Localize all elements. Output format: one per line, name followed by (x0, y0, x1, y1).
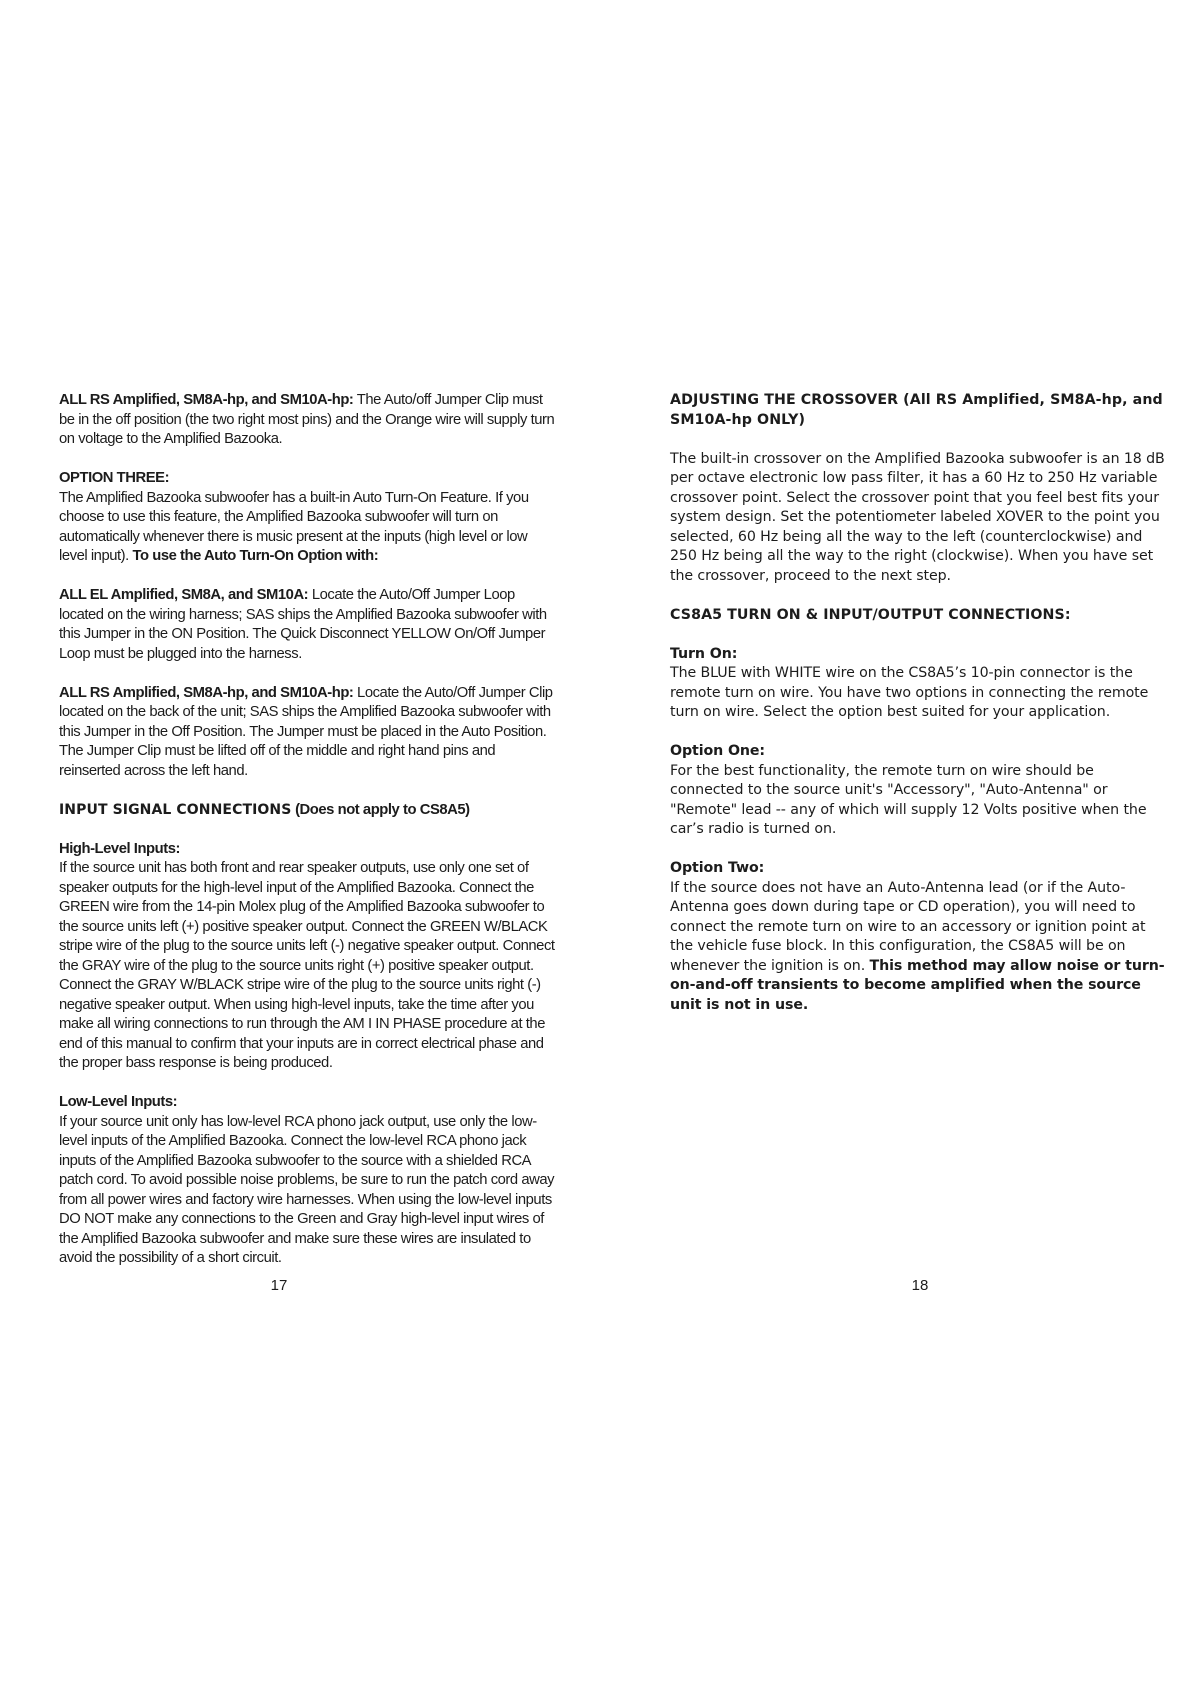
cs8a5-heading: CS8A5 TURN ON & INPUT/OUTPUT CONNECTIONS: (670, 606, 1071, 623)
low-level-heading: Low-Level Inputs: (59, 1094, 178, 1110)
turn-on-text: The BLUE with WHITE wire on the CS8A5’s 10-pin connector is the remote turn on wire. You have two options in connecting the remote turn on wire. Select the option best suited for your application. (670, 665, 1149, 720)
rs-auto-off-paragraph (59, 391, 559, 450)
option-one-text: For the best functionality, the remote turn on wire should be connected to the source unit's "Accessory", "Auto-Antenna" or "Remote" lead -- any of which will supply 12 Volts positive when the car’s radio is turned on. (670, 762, 1147, 837)
high-level-heading: High-Level Inputs: (59, 840, 180, 857)
option-two-bold-tail: This method may allow noise or turn-on-and-off transients to become amplified when the source unit is not in use. (670, 957, 1165, 1013)
input-signal-heading-line (59, 801, 559, 821)
high-level-text: If the source unit has both front and rear speaker outputs, use only one set of speaker outputs for the high-level input of the Amplified Bazooka. Connect the GREEN wire from the 14-pin Molex plug of the Amplified Bazooka subwoofer to the source units left (+) positive speaker output. Connect the GREEN W/BLACK stripe wire of the plug to the source units left (-) negative speaker output. Connect the GRAY wire of the plug to the source units right (+) positive speaker output. Connect the GRAY W/BLACK stripe wire of the plug to the source units right (-) negative speaker output. When using high-level inputs, take the time after you make all wiring connections to run through the AM I IN PHASE procedure at the end of this manual to confirm that your inputs are in correct electrical phase and the proper bass response is being produced. (59, 860, 555, 1071)
page-number-18: 18 (911, 1277, 929, 1294)
option-two-paragraph (670, 879, 1170, 1016)
option-two-text: If the source does not have an Auto-Antenna lead (or if the Auto-Antenna goes down during tape or CD operation), you will need to connect the remote turn on wire to an accessory or ignition point at the vehicle fuse block. In this configuration, the CS8A5 will be on whenever the ignition is on. (670, 879, 1146, 974)
crossover-text: The built-in crossover on the Amplified Bazooka subwoofer is an 18 dB per octave electronic low pass filter, it has a 60 Hz to 250 Hz variable crossover point. Select the crossover point that you feel best fits your system design. Set the potentiometer labeled XOVER to the point you selected, 60 Hz being all the way to the left (counterclockwise) and 250 Hz being all the way to the right (clockwise). When you have set the crossover, proceed to the next step. (670, 450, 1165, 584)
el-jumper-paragraph (59, 586, 559, 664)
input-signal-note: (Does not apply to CS8A5) (291, 801, 470, 818)
option-two-section (670, 859, 1170, 1015)
crossover-section (670, 391, 1170, 586)
right-column (670, 391, 1170, 1015)
right-page (670, 0, 1170, 1684)
option-three-text: The Amplified Bazooka subwoofer has a built-in Auto Turn-On Feature. If you choose to use this feature, the Amplified Bazooka subwoofer will turn on automatically whenever there is music present at the inputs (high level or low level input). (59, 489, 529, 564)
page-number-17: 17 (270, 1277, 288, 1294)
rs-auto-off-lead: ALL RS Amplified, SM8A-hp, and SM10A-hp: (59, 392, 354, 408)
turn-on-section (670, 645, 1170, 723)
crossover-heading: ADJUSTING THE CROSSOVER (All RS Amplified, SM8A-hp, and SM10A-hp ONLY) (670, 392, 1163, 428)
el-jumper-text: Locate the Auto/Off Jumper Loop located on the wiring harness; SAS ships the Amplified Bazooka subwoofer with this Jumper in the ON Position. The Quick Disconnect YELLOW On/Off Jumper Loop must be plugged into the harness. (59, 587, 547, 662)
option-three-section (59, 469, 559, 567)
rs-auto-off-text: The Auto/off Jumper Clip must be in the off position (the two right most pins) and the Orange wire will supply turn on voltage to the Amplified Bazooka. (59, 392, 555, 447)
option-one-heading: Option One: (670, 743, 766, 759)
option-three-paragraph (59, 489, 559, 567)
rs-jumper-text: Locate the Auto/Off Jumper Clip located on the back of the unit; SAS ships the Amplified Bazooka subwoofer with this Jumper in the Off Position. The Jumper must be placed in the Auto Position. The Jumper Clip must be lifted off of the middle and right hand pins and reinserted across the left hand. (59, 684, 553, 779)
rs-jumper-lead: ALL RS Amplified, SM8A-hp, and SM10A-hp: (59, 684, 354, 701)
low-level-text: If your source unit only has low-level RCA phono jack output, use only the low-level inputs of the Amplified Bazooka. Connect the low-level RCA phono jack inputs of the Amplified Bazooka subwoofer to the source with a shielded RCA patch cord. To avoid possible noise problems, be sure to run the patch cord away from all power wires and factory wire harnesses. When using the low-level inputs DO NOT make any connections to the Green and Gray high-level input wires of the Amplified Bazooka subwoofer and make sure these wires are insulated to avoid the possibility of a short circuit. (59, 1113, 555, 1266)
low-level-section (59, 1093, 559, 1269)
input-signal-heading: INPUT SIGNAL CONNECTIONS (59, 801, 292, 818)
option-three-bold-tail: To use the Auto Turn-On Option with: (132, 548, 379, 564)
option-three-heading: OPTION THREE: (59, 470, 170, 486)
rs-jumper-paragraph (59, 684, 559, 782)
turn-on-heading: Turn On: (670, 645, 738, 662)
left-page (59, 0, 559, 1684)
left-column (59, 391, 559, 1269)
el-jumper-lead: ALL EL Amplified, SM8A, and SM10A: (59, 587, 309, 603)
high-level-section (59, 840, 559, 1074)
option-one-section (670, 742, 1170, 840)
option-two-heading: Option Two: (670, 860, 765, 876)
